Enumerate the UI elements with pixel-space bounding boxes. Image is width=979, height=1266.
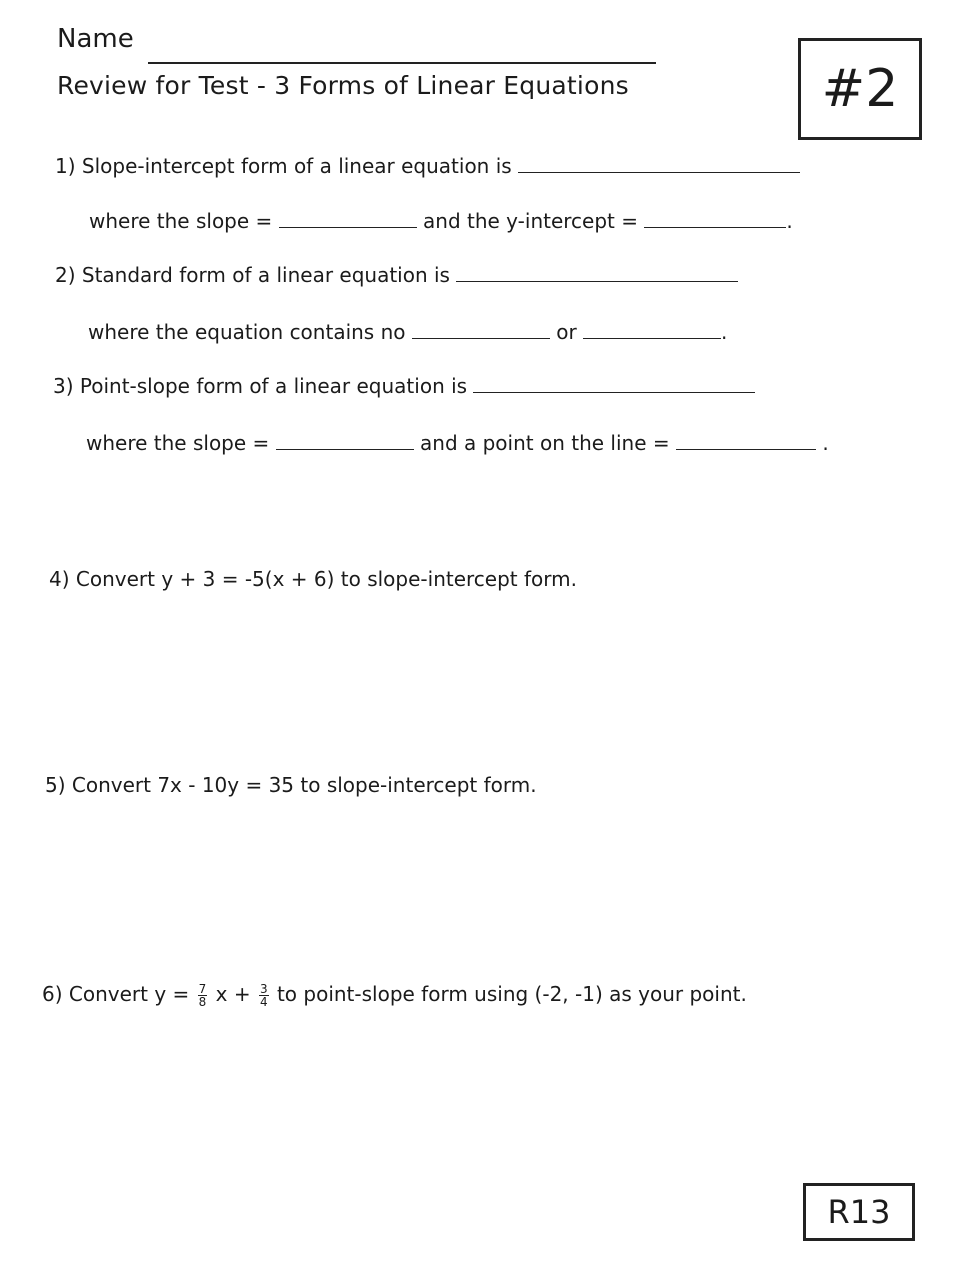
question-1-line-2 [89, 209, 793, 233]
fraction-numerator: 7 [198, 982, 207, 996]
question-2-line-2 [88, 320, 727, 344]
name-label: Name [57, 24, 134, 54]
question-6 [42, 982, 747, 1008]
question-text: to point-slope form using (-2, -1) as your point. [276, 982, 747, 1006]
question-text: and the y-intercept = [423, 209, 638, 233]
question-text: x + [215, 982, 251, 1006]
answer-blank[interactable] [473, 391, 755, 393]
question-text: or [556, 320, 577, 344]
question-3 [53, 374, 755, 398]
fraction-three-fourths [259, 983, 269, 1008]
fraction-denominator: 8 [198, 995, 207, 1009]
fraction-seven-eighths [198, 983, 208, 1008]
question-number: 1) [55, 154, 76, 178]
question-text: and a point on the line = [420, 431, 670, 455]
question-number: 3) [53, 374, 74, 398]
period: . [721, 320, 728, 344]
worksheet-title: Review for Test - 3 Forms of Linear Equations [57, 71, 629, 100]
question-number: 5) [45, 773, 66, 797]
worksheet-number-badge [798, 38, 922, 140]
question-text: Convert 7x - 10y = 35 to slope-intercept form. [71, 773, 537, 797]
variable-blank-1[interactable] [412, 337, 550, 339]
point-blank[interactable] [676, 448, 816, 450]
fraction-numerator: 3 [259, 982, 268, 996]
question-5 [45, 773, 537, 797]
question-text: where the slope = [89, 209, 273, 233]
slope-blank[interactable] [276, 448, 414, 450]
question-text: Convert y = [68, 982, 190, 1006]
worksheet-code-box [803, 1183, 915, 1241]
question-text: Point-slope form of a linear equation is [79, 374, 468, 398]
variable-blank-2[interactable] [583, 337, 721, 339]
y-intercept-blank[interactable] [644, 226, 786, 228]
question-text: where the equation contains no [88, 320, 406, 344]
question-text: Standard form of a linear equation is [81, 263, 450, 287]
fraction-denominator: 4 [259, 995, 268, 1009]
slope-blank[interactable] [279, 226, 417, 228]
question-text: Slope-intercept form of a linear equation is [81, 154, 512, 178]
worksheet-number: #2 [821, 59, 899, 119]
answer-blank[interactable] [518, 171, 800, 173]
answer-blank[interactable] [456, 280, 738, 282]
question-number: 4) [49, 567, 70, 591]
period: . [822, 431, 829, 455]
worksheet-code: R13 [827, 1193, 891, 1231]
question-1 [55, 154, 800, 178]
question-number: 6) [42, 982, 63, 1006]
question-text: Convert y + 3 = -5(x + 6) to slope-intercept form. [75, 567, 577, 591]
question-4 [49, 567, 577, 591]
period: . [786, 209, 793, 233]
question-3-line-2 [86, 431, 829, 455]
question-number: 2) [55, 263, 76, 287]
question-text: where the slope = [86, 431, 270, 455]
question-2 [55, 263, 738, 287]
name-blank[interactable] [148, 62, 656, 64]
